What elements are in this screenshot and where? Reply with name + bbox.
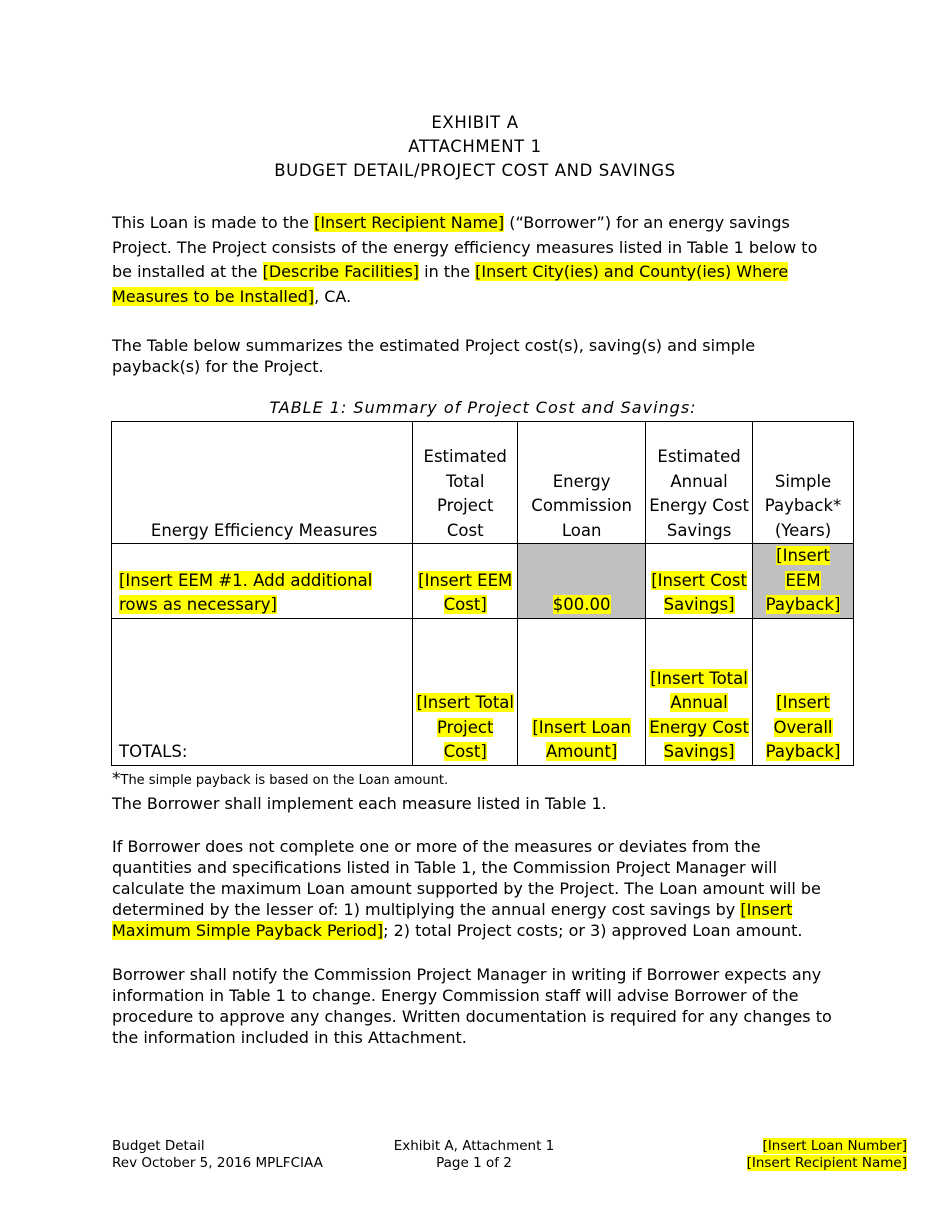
eem-payback-placeholder: [Insert EEM Payback] [765, 546, 841, 614]
notify-paragraph: Borrower shall notify the Commission Project Manager in writing if Borrower expects any information in Table 1 to change. Energy Commission staff will advise Borrower of the procedure to approve any changes. Written documentation is required for any changes to the information included in this Attachment. [112, 965, 832, 1047]
header-measures: Energy Efficiency Measures [112, 422, 413, 544]
intro-text-1: This Loan is made to the [112, 213, 315, 232]
footer-revision: Rev October 5, 2016 MPLFCIAA [112, 1154, 323, 1171]
cell-payback [753, 544, 854, 619]
footnote-asterisk: * [112, 769, 121, 789]
heading-title: BUDGET DETAIL/PROJECT COST AND SAVINGS [274, 161, 676, 180]
totals-label: TOTALS: [112, 618, 413, 765]
deviation-text-1: If Borrower does not complete one or more of the measures or deviates from the quantities and specifications listed in Table 1, the Commission Project Manager will calculate the maximum Loan amount supported by the Project. The Loan amount will be determined by the lesser of: 1) multiplying the annual energy cost savings by [112, 837, 821, 919]
header-payback: Simple Payback* (Years) [753, 422, 854, 544]
totals-savings [646, 618, 753, 765]
facilities-placeholder: [Describe Facilities] [262, 262, 420, 281]
payback-footnote [112, 769, 448, 789]
intro-text-2: (“Borrower”) for an energy savings Project. The Project consists of the energy efficiency measures listed in Table 1 below to be installed at the [112, 213, 818, 281]
header-savings: Estimated Annual Energy Cost Savings [646, 422, 753, 544]
totals-payback [753, 618, 854, 765]
eem-placeholder: [Insert EEM #1. Add additional rows as necessary] [119, 570, 373, 614]
header-total-cost: Estimated Total Project Cost [413, 422, 518, 544]
total-cost-placeholder: [Insert Total Project Cost] [416, 693, 514, 761]
footer-left [112, 1138, 323, 1171]
table-caption: TABLE 1: Summary of Project Cost and Savings: [269, 398, 697, 417]
footnote-text: The simple payback is based on the Loan amount. [120, 773, 449, 788]
intro-text-3: in the [419, 262, 476, 281]
city-placeholder: [Insert City(ies) and County(ies) Where Measures to be Installed] [112, 262, 789, 306]
totals-cost [413, 618, 518, 765]
cost-savings-table [111, 421, 854, 766]
loan-value: $00.00 [552, 595, 611, 614]
recipient-placeholder: [Insert Recipient Name] [314, 213, 505, 232]
intro-text-4: , CA. [314, 286, 352, 306]
cell-measure [112, 544, 413, 619]
footer-loan-number: [Insert Loan Number] [762, 1138, 907, 1154]
overall-payback-placeholder: [Insert Overall Payback] [765, 693, 841, 761]
header-loan: Energy Commission Loan [518, 422, 646, 544]
table-row [112, 544, 854, 619]
footer-doc-name: Budget Detail [112, 1138, 205, 1154]
totals-row [112, 618, 854, 765]
cell-loan [518, 544, 646, 619]
eem-cost-placeholder: [Insert EEM Cost] [418, 570, 513, 614]
total-savings-placeholder: [Insert Total Annual Energy Cost Savings] [649, 668, 749, 761]
cell-savings [646, 544, 753, 619]
cost-savings-placeholder: [Insert Cost Savings] [651, 570, 747, 614]
deviation-paragraph [112, 836, 842, 941]
footer-right [747, 1138, 907, 1171]
footer-exhibit: Exhibit A, Attachment 1 [393, 1138, 555, 1154]
heading-attachment: ATTACHMENT 1 [408, 137, 542, 156]
implement-paragraph: The Borrower shall implement each measure listed in Table 1. [112, 794, 607, 813]
summary-paragraph: The Table below summarizes the estimated Project cost(s), saving(s) and simple payback(s) for the Project. [112, 336, 756, 376]
intro-paragraph [112, 211, 842, 309]
loan-amount-placeholder: [Insert Loan Amount] [532, 717, 631, 761]
max-payback-placeholder: [Insert Maximum Simple Payback Period] [112, 900, 793, 940]
heading-exhibit: EXHIBIT A [431, 113, 519, 132]
footer-recipient-name: [Insert Recipient Name] [746, 1154, 907, 1171]
table-header-row [112, 422, 854, 544]
footer-page-number: Page 1 of 2 [436, 1154, 512, 1171]
cell-cost [413, 544, 518, 619]
document-heading [0, 111, 950, 183]
deviation-text-2: ; 2) total Project costs; or 3) approved Loan amount. [383, 921, 803, 940]
totals-loan [518, 618, 646, 765]
footer-center [374, 1138, 574, 1171]
